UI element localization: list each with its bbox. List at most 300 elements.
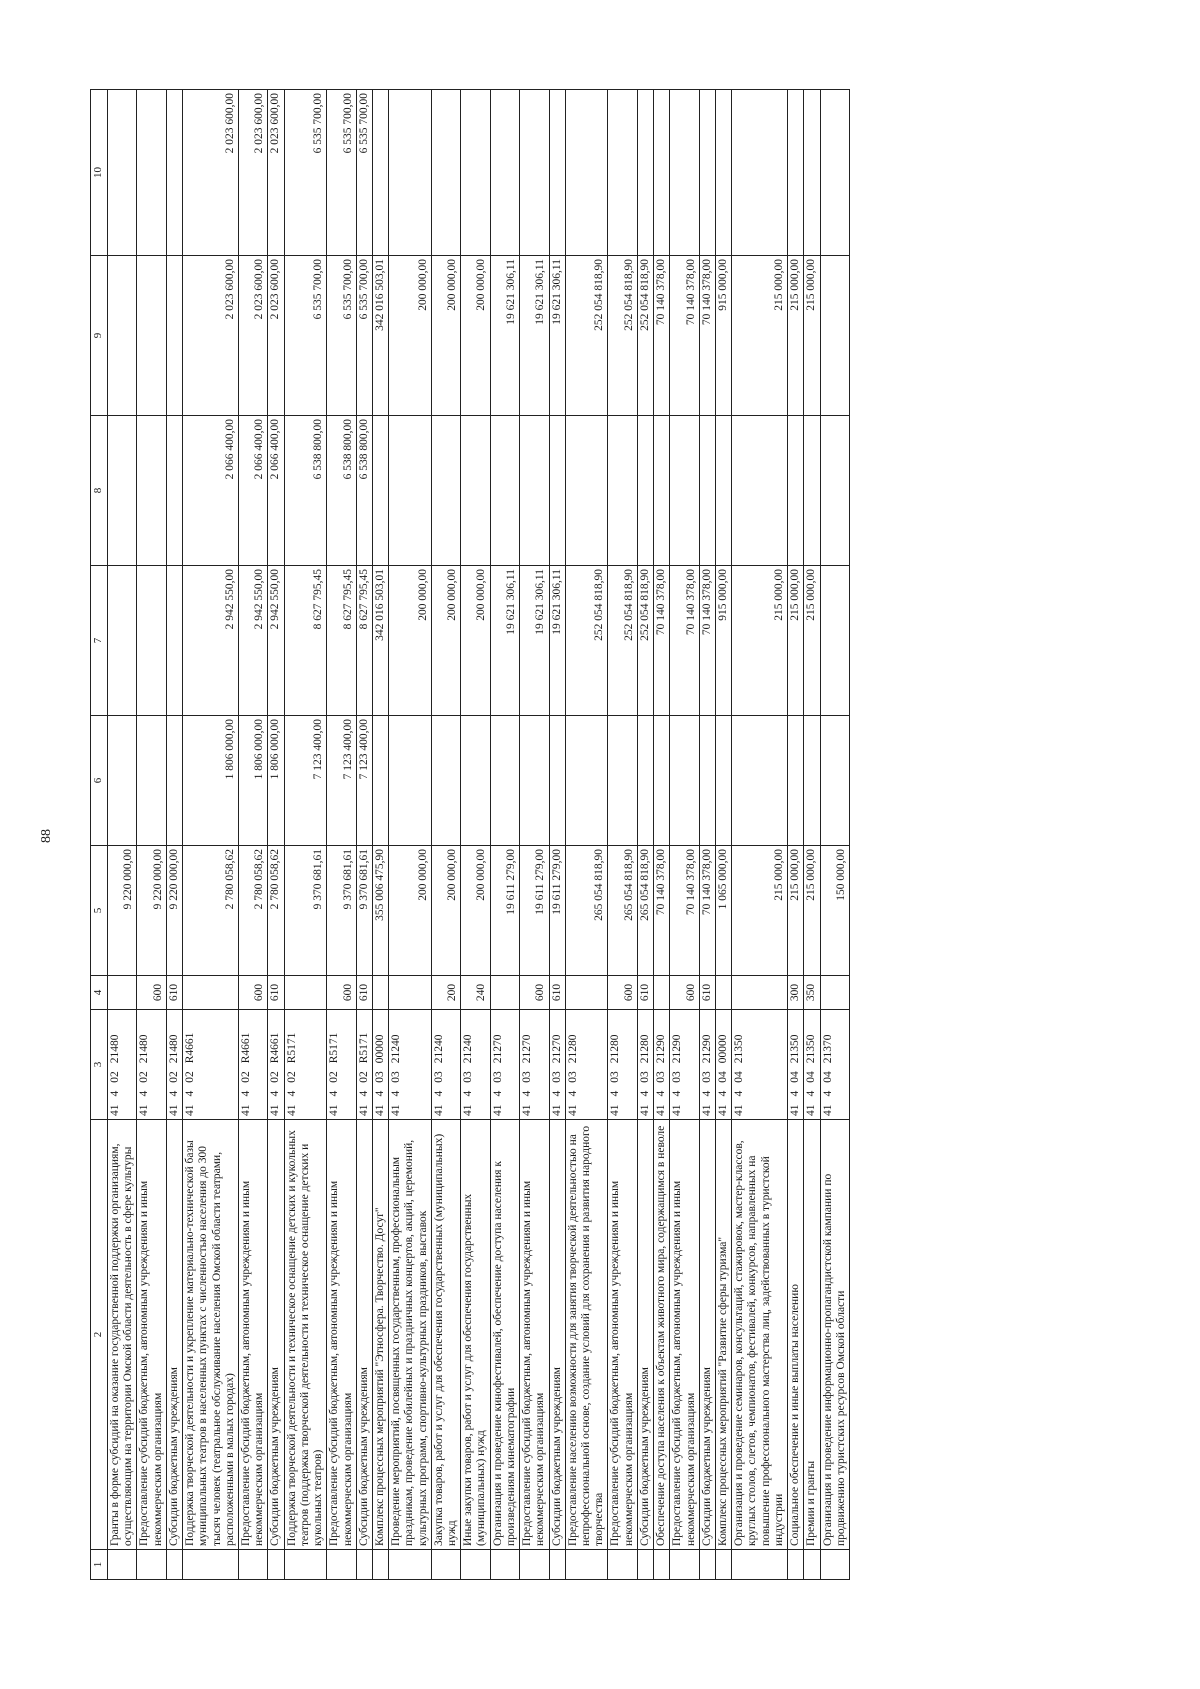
code-part: R4661	[184, 1032, 197, 1064]
row-c5: 200 000,00	[461, 846, 490, 976]
row-c6	[732, 716, 788, 846]
code-part: 21280	[609, 1034, 622, 1064]
code-part: 4	[390, 1090, 403, 1097]
row-code	[490, 1010, 519, 1120]
code-part: 4	[638, 1090, 651, 1097]
code-part: 21480	[167, 1034, 180, 1064]
row-c8: 2 066 400,00	[268, 416, 284, 566]
code-part: 21280	[566, 1034, 579, 1064]
row-c6	[820, 716, 849, 846]
table-body	[108, 90, 850, 1580]
row-c5: 9 220 000,00	[108, 846, 137, 976]
code-part: 41	[789, 1104, 802, 1116]
row-name: Поддержка творческой деятельности и техническое оснащение детских и кукольных театров (поддержка творческой деятельности и техническое оснащение детских и кукольных театров)	[284, 1120, 327, 1550]
row-c10: 6 535 700,00	[327, 90, 356, 256]
row-c10	[608, 90, 637, 256]
code-part: 4	[184, 1090, 197, 1097]
row-code	[670, 1010, 699, 1120]
row-c8	[372, 416, 388, 566]
code-part: 03	[655, 1071, 668, 1083]
row-c8	[520, 416, 549, 566]
row-c10	[565, 90, 608, 256]
row-vr	[372, 976, 388, 1010]
code-part: 4	[109, 1090, 121, 1097]
row-c10	[372, 90, 388, 256]
row-code	[520, 1010, 549, 1120]
row-vr	[654, 976, 670, 1010]
code-part: 21350	[789, 1034, 802, 1064]
code-part: 41	[700, 1104, 713, 1116]
row-c10: 6 535 700,00	[284, 90, 327, 256]
code-part: 03	[609, 1071, 622, 1083]
row-c9: 2 023 600,00	[238, 256, 267, 416]
col-header: 8	[91, 416, 108, 566]
row-c8: 2 066 400,00	[183, 416, 239, 566]
row-name: Субсидии бюджетным учреждениям	[549, 1120, 565, 1550]
row-c6	[372, 716, 388, 846]
row-c6	[804, 716, 820, 846]
code-part: 02	[184, 1071, 197, 1083]
code-part: 00000	[716, 1034, 729, 1064]
code-part: 41	[109, 1104, 121, 1116]
code-part: 04	[733, 1071, 746, 1083]
row-c7: 215 000,00	[804, 566, 820, 716]
row-c5: 215 000,00	[732, 846, 788, 976]
row-c5: 355 006 475,90	[372, 846, 388, 976]
col-header: 10	[91, 90, 108, 256]
row-c10	[490, 90, 519, 256]
row-code	[238, 1010, 267, 1120]
code-part: 21290	[655, 1034, 668, 1064]
code-part: 21480	[138, 1034, 151, 1064]
row-c8	[431, 416, 460, 566]
row-index-cell	[238, 1550, 267, 1580]
row-code	[699, 1010, 715, 1120]
code-part: 21290	[671, 1034, 684, 1064]
row-c9: 6 535 700,00	[284, 256, 327, 416]
header-row	[91, 90, 108, 1580]
row-c7: 70 140 378,00	[699, 566, 715, 716]
col-header: 3	[91, 1010, 108, 1120]
code-part: 4	[789, 1090, 802, 1097]
row-name: Закупка товаров, работ и услуг для обеспечения государственных (муниципальных) нужд	[431, 1120, 460, 1550]
row-c6	[565, 716, 608, 846]
code-part: 21270	[491, 1034, 504, 1064]
row-c9: 200 000,00	[431, 256, 460, 416]
row-vr	[715, 976, 731, 1010]
row-c6: 1 806 000,00	[183, 716, 239, 846]
table-row	[820, 90, 849, 1580]
code-part: 41	[550, 1104, 563, 1116]
row-name: Социальное обеспечение и иные выплаты населению	[788, 1120, 804, 1550]
row-c10	[699, 90, 715, 256]
code-part: 21370	[821, 1034, 834, 1064]
row-c5: 2 780 058,62	[183, 846, 239, 976]
row-index-cell	[549, 1550, 565, 1580]
row-index-cell	[461, 1550, 490, 1580]
row-vr: 600	[327, 976, 356, 1010]
code-part: R4661	[239, 1032, 252, 1064]
row-c8	[637, 416, 653, 566]
row-name: Предоставление субсидий бюджетным, автономным учреждениям и иным некоммерческим организациям	[327, 1120, 356, 1550]
code-part: 21240	[462, 1034, 475, 1064]
row-c5: 19 611 279,00	[549, 846, 565, 976]
row-code	[461, 1010, 490, 1120]
row-c8	[108, 416, 137, 566]
row-c8: 6 538 800,00	[327, 416, 356, 566]
row-name: Предоставление населению возможности для занятия творческой деятельностью на непрофессиональной основе, создание условий для сохранения и развития народного творчества	[565, 1120, 608, 1550]
row-c8	[788, 416, 804, 566]
row-c5: 265 054 818,90	[637, 846, 653, 976]
code-part: 04	[789, 1071, 802, 1083]
row-c9: 19 621 306,11	[549, 256, 565, 416]
code-part: 4	[432, 1090, 445, 1097]
code-part: 41	[138, 1104, 151, 1116]
row-c10	[788, 90, 804, 256]
table-row	[520, 90, 549, 1580]
row-code	[108, 1010, 137, 1120]
code-part: 02	[285, 1071, 298, 1083]
code-part: 41	[167, 1104, 180, 1116]
code-part: 21350	[733, 1034, 746, 1064]
table-row	[637, 90, 653, 1580]
row-c7: 2 942 550,00	[268, 566, 284, 716]
table-row	[238, 90, 267, 1580]
code-part: 41	[638, 1104, 651, 1116]
col-header: 7	[91, 566, 108, 716]
row-c10	[108, 90, 137, 256]
row-c9	[166, 256, 182, 416]
row-c8	[699, 416, 715, 566]
code-part: 4	[328, 1090, 341, 1097]
row-index-cell	[372, 1550, 388, 1580]
row-name: Предоставление субсидий бюджетным, автономным учреждениям и иным некоммерческим организациям	[137, 1120, 166, 1550]
row-c5: 1 065 000,00	[715, 846, 731, 976]
row-c6	[520, 716, 549, 846]
row-vr: 600	[608, 976, 637, 1010]
row-c7: 19 621 306,11	[520, 566, 549, 716]
row-c6	[608, 716, 637, 846]
row-c5: 265 054 818,90	[565, 846, 608, 976]
row-c8	[715, 416, 731, 566]
budget-table	[90, 89, 850, 1580]
row-code	[389, 1010, 432, 1120]
row-c9	[137, 256, 166, 416]
table-row	[356, 90, 372, 1580]
row-c10: 6 535 700,00	[356, 90, 372, 256]
code-part: 4	[491, 1090, 504, 1097]
row-code	[608, 1010, 637, 1120]
row-vr	[565, 976, 608, 1010]
row-c5: 9 220 000,00	[137, 846, 166, 976]
row-vr: 610	[549, 976, 565, 1010]
row-code	[137, 1010, 166, 1120]
table-row	[183, 90, 239, 1580]
code-part: 21240	[432, 1034, 445, 1064]
row-index-cell	[490, 1550, 519, 1580]
row-c6	[137, 716, 166, 846]
row-c8	[608, 416, 637, 566]
table-row	[137, 90, 166, 1580]
row-c9: 200 000,00	[389, 256, 432, 416]
row-c6	[108, 716, 137, 846]
row-name: Иные закупки товаров, работ и услуг для обеспечения государственных (муниципальных) нужд	[461, 1120, 490, 1550]
row-name: Организация и проведение семинаров, консультаций, стажировок, мастер-классов, круглых столов, слетов, чемпионатов, фестивалей, конкурсов, направленных на повышение профессионального мастерства лиц, задействованных в туристской индустрии	[732, 1120, 788, 1550]
row-index-cell	[284, 1550, 327, 1580]
table-row	[166, 90, 182, 1580]
row-c9: 252 054 818,90	[637, 256, 653, 416]
row-c5: 2 780 058,62	[238, 846, 267, 976]
row-c10: 2 023 600,00	[238, 90, 267, 256]
col-header: 4	[91, 976, 108, 1010]
code-part: 00000	[373, 1034, 386, 1064]
row-c8	[137, 416, 166, 566]
code-part: 41	[566, 1104, 579, 1116]
row-c9: 215 000,00	[788, 256, 804, 416]
table-row	[490, 90, 519, 1580]
row-c5: 19 611 279,00	[490, 846, 519, 976]
row-c7	[820, 566, 849, 716]
row-vr	[490, 976, 519, 1010]
row-code	[820, 1010, 849, 1120]
row-index-cell	[268, 1550, 284, 1580]
code-part: 04	[716, 1071, 729, 1083]
row-c7: 8 627 795,45	[327, 566, 356, 716]
code-part: 41	[655, 1104, 668, 1116]
code-part: 21290	[700, 1034, 713, 1064]
code-part: 02	[357, 1071, 370, 1083]
row-code	[372, 1010, 388, 1120]
row-code	[788, 1010, 804, 1120]
row-c5: 9 370 681,61	[327, 846, 356, 976]
row-index-cell	[327, 1550, 356, 1580]
row-code	[804, 1010, 820, 1120]
code-part: 4	[733, 1090, 746, 1097]
row-index-cell	[520, 1550, 549, 1580]
row-c7: 215 000,00	[732, 566, 788, 716]
page-number: 88	[39, 829, 54, 843]
table-row	[284, 90, 327, 1580]
row-vr: 600	[520, 976, 549, 1010]
table-row	[654, 90, 670, 1580]
code-part: 41	[239, 1104, 252, 1116]
row-vr: 610	[166, 976, 182, 1010]
row-c10	[520, 90, 549, 256]
code-part: 03	[671, 1071, 684, 1083]
code-part: 4	[671, 1090, 684, 1097]
row-c8	[804, 416, 820, 566]
row-c6	[431, 716, 460, 846]
code-part: 02	[167, 1071, 180, 1083]
row-name: Проведение мероприятий, посвященных государственным, профессиональным праздникам, проведение юбилейных и праздничных концертов, акций, церемоний, культурных программ, спортивно-культурных праздников, выставок	[389, 1120, 432, 1550]
row-c9: 342 016 503,01	[372, 256, 388, 416]
row-c9: 915 000,00	[715, 256, 731, 416]
code-part: 4	[285, 1090, 298, 1097]
table-row	[670, 90, 699, 1580]
row-code	[565, 1010, 608, 1120]
row-code	[356, 1010, 372, 1120]
code-part: 04	[821, 1071, 834, 1083]
row-index-cell	[637, 1550, 653, 1580]
row-c9: 252 054 818,90	[565, 256, 608, 416]
table-row	[327, 90, 356, 1580]
code-part: 02	[138, 1071, 151, 1083]
row-name: Организация и проведение информационно-пропагандистской кампании по продвижению туристских ресурсов Омской области	[820, 1120, 849, 1550]
row-c9: 70 140 378,00	[699, 256, 715, 416]
code-part: R5171	[285, 1032, 298, 1064]
code-part: 4	[462, 1090, 475, 1097]
row-name: Предоставление субсидий бюджетным, автономным учреждениям и иным некоммерческим организациям	[608, 1120, 637, 1550]
row-c7: 252 054 818,90	[608, 566, 637, 716]
row-name: Субсидии бюджетным учреждениям	[268, 1120, 284, 1550]
row-c8: 6 538 800,00	[284, 416, 327, 566]
code-part: 21480	[109, 1034, 121, 1064]
row-c10	[732, 90, 788, 256]
row-c7: 200 000,00	[389, 566, 432, 716]
code-part: R5171	[357, 1032, 370, 1064]
code-part: 41	[609, 1104, 622, 1116]
code-part: 03	[462, 1071, 475, 1083]
row-c8	[490, 416, 519, 566]
row-vr	[284, 976, 327, 1010]
code-part: 03	[432, 1071, 445, 1083]
code-part: 03	[491, 1071, 504, 1083]
table-row	[732, 90, 788, 1580]
row-name: Субсидии бюджетным учреждениям	[166, 1120, 182, 1550]
row-name: Гранты в форме субсидий на оказание государственной поддержки организациям, осуществляющим на территории Омской области деятельность в сфере культуры	[108, 1120, 137, 1550]
code-part: 41	[328, 1104, 341, 1116]
code-part: 41	[805, 1104, 818, 1116]
row-c6	[637, 716, 653, 846]
code-part: 03	[700, 1071, 713, 1083]
row-index-cell	[654, 1550, 670, 1580]
row-c6	[389, 716, 432, 846]
row-c10	[389, 90, 432, 256]
row-index-cell	[732, 1550, 788, 1580]
row-c7	[137, 566, 166, 716]
row-name: Субсидии бюджетным учреждениям	[699, 1120, 715, 1550]
row-c7: 19 621 306,11	[549, 566, 565, 716]
code-part: 4	[138, 1090, 151, 1097]
row-c7: 70 140 378,00	[654, 566, 670, 716]
row-vr: 200	[431, 976, 460, 1010]
row-vr: 610	[356, 976, 372, 1010]
row-vr	[183, 976, 239, 1010]
row-c8	[654, 416, 670, 566]
row-vr: 610	[268, 976, 284, 1010]
code-part: 4	[167, 1090, 180, 1097]
code-part: 4	[609, 1090, 622, 1097]
row-c9: 215 000,00	[732, 256, 788, 416]
row-code	[715, 1010, 731, 1120]
row-c8	[670, 416, 699, 566]
row-vr: 600	[238, 976, 267, 1010]
row-c6	[549, 716, 565, 846]
row-c10	[549, 90, 565, 256]
row-code	[166, 1010, 182, 1120]
code-part: R5171	[328, 1032, 341, 1064]
row-c8	[389, 416, 432, 566]
row-c7: 2 942 550,00	[238, 566, 267, 716]
row-c10	[670, 90, 699, 256]
row-c6	[654, 716, 670, 846]
code-part: 41	[373, 1104, 386, 1116]
row-c6: 7 123 400,00	[284, 716, 327, 846]
row-c5: 70 140 378,00	[670, 846, 699, 976]
code-part: 03	[390, 1071, 403, 1083]
row-vr: 610	[699, 976, 715, 1010]
col-header: 9	[91, 256, 108, 416]
row-c6: 1 806 000,00	[268, 716, 284, 846]
row-c6	[461, 716, 490, 846]
col-header: 5	[91, 846, 108, 976]
row-c8: 6 538 800,00	[356, 416, 372, 566]
row-c5: 2 780 058,62	[268, 846, 284, 976]
row-c7: 915 000,00	[715, 566, 731, 716]
row-c10: 2 023 600,00	[183, 90, 239, 256]
row-index-cell	[788, 1550, 804, 1580]
row-index-cell	[137, 1550, 166, 1580]
row-c8	[820, 416, 849, 566]
table-row	[788, 90, 804, 1580]
row-c8	[461, 416, 490, 566]
table-row	[608, 90, 637, 1580]
table-row	[372, 90, 388, 1580]
code-part: 21240	[390, 1034, 403, 1064]
code-part: 41	[390, 1104, 403, 1116]
row-c7	[166, 566, 182, 716]
code-part: 4	[700, 1090, 713, 1097]
row-c5: 150 000,00	[820, 846, 849, 976]
code-part: 02	[239, 1071, 252, 1083]
row-c10	[654, 90, 670, 256]
row-c5: 215 000,00	[804, 846, 820, 976]
code-part: 4	[521, 1090, 534, 1097]
code-part: 02	[269, 1071, 282, 1083]
row-c5: 9 370 681,61	[284, 846, 327, 976]
code-part: 41	[671, 1104, 684, 1116]
row-c10	[461, 90, 490, 256]
row-c10	[715, 90, 731, 256]
code-part: 4	[566, 1090, 579, 1097]
row-vr: 600	[137, 976, 166, 1010]
row-name: Субсидии бюджетным учреждениям	[356, 1120, 372, 1550]
row-index-cell	[804, 1550, 820, 1580]
row-c9: 19 621 306,11	[490, 256, 519, 416]
row-c9: 6 535 700,00	[327, 256, 356, 416]
row-c6	[788, 716, 804, 846]
code-part: 41	[716, 1104, 729, 1116]
code-part: 02	[328, 1071, 341, 1083]
code-part: 41	[491, 1104, 504, 1116]
row-c6: 7 123 400,00	[356, 716, 372, 846]
row-index-cell	[715, 1550, 731, 1580]
row-c10	[137, 90, 166, 256]
code-part: 4	[821, 1090, 834, 1097]
row-c9: 2 023 600,00	[183, 256, 239, 416]
row-c6	[670, 716, 699, 846]
table-row	[461, 90, 490, 1580]
code-part: 03	[373, 1071, 386, 1083]
row-name: Комплекс процессных мероприятий "Развитие сферы туризма"	[715, 1120, 731, 1550]
row-c7: 8 627 795,45	[356, 566, 372, 716]
code-part: 03	[566, 1071, 579, 1083]
row-c7: 215 000,00	[788, 566, 804, 716]
code-part: 03	[521, 1071, 534, 1083]
row-name: Обеспечение доступа населения к объектам животного мира, содержащимся в неволе	[654, 1120, 670, 1550]
code-part: 41	[521, 1104, 534, 1116]
row-code	[183, 1010, 239, 1120]
